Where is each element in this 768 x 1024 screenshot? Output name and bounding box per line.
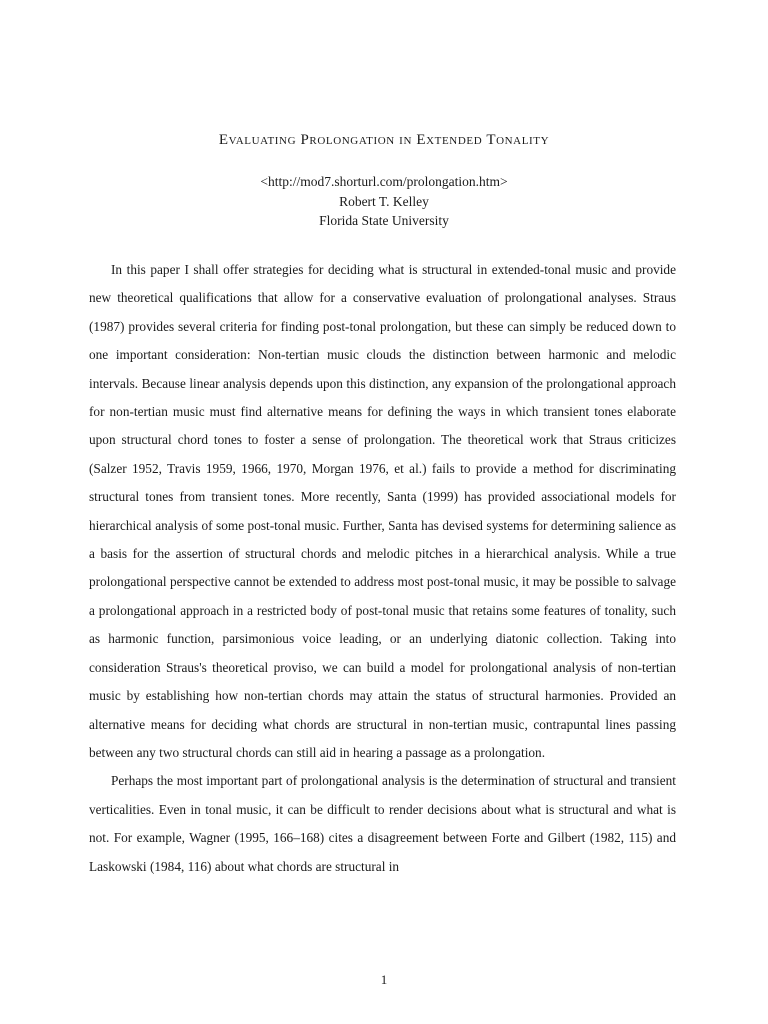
paper-url: <http://mod7.shorturl.com/prolongation.htm> [260, 174, 508, 189]
paper-header [0, 172, 768, 231]
paper-title: Evaluating Prolongation in Extended Tonality [218, 132, 550, 148]
author-name: Robert T. Kelley [339, 193, 429, 209]
paragraph-1: In this paper I shall offer strategies for deciding what is structural in extended-tonal music and provide new theoretical qualifications that allow for a conservative evaluation of prolongational analyses. Straus (1987) provides several criteria for finding post-tonal prolongation, but these can simply be reduced down to one important consideration: Non-tertian music clouds the distinction between harmonic and melodic intervals. Because linear analysis depends upon this distinction, any expansion of the prolongational approach for non-tertian music must find alternative means for defining the ways in which transient tones elaborate upon structural chord tones to foster a sense of prolongation. The theoretical work that Straus criticizes (Salzer 1952, Travis 1959, 1966, 1970, Morgan 1976, et al.) fails to provide a method for discriminating structural tones from transient tones. More recently, Santa (1999) has provided associational models for hierarchical analysis of some post-tonal music. Further, Santa has devised systems for determining salience as a basis for the assertion of structural chords and melodic pitches in a hierarchical analysis. While a true prolongational perspective cannot be extended to address most post-tonal music, it may be possible to salvage a prolongational approach in a restricted body of post-tonal music that retains some features of tonality, such as harmonic function, parsimonious voice leading, or an underlying diatonic collection. Taking into consideration Straus's theoretical proviso, we can build a model for prolongational analysis of non-tertian music by establishing how non-tertian chords may attain the status of structural harmonies. Provided an alternative means for deciding what chords are structural in non-tertian music, contrapuntal lines passing between any two structural chords can still aid in hearing a passage as a prolongation. [89, 262, 676, 760]
author-affiliation: Florida State University [319, 213, 449, 228]
paragraph-2: Perhaps the most important part of prolongational analysis is the determination of structural and transient verticalities. Even in tonal music, it can be difficult to render decisions about what is structural and what is not. For example, Wagner (1995, 166–168) cites a disagreement between Forte and Gilbert (1982, 115) and Laskowski (1984, 116) about what chords are structural in [89, 773, 676, 874]
page-number: 1 [380, 972, 388, 987]
body-text [89, 256, 676, 881]
